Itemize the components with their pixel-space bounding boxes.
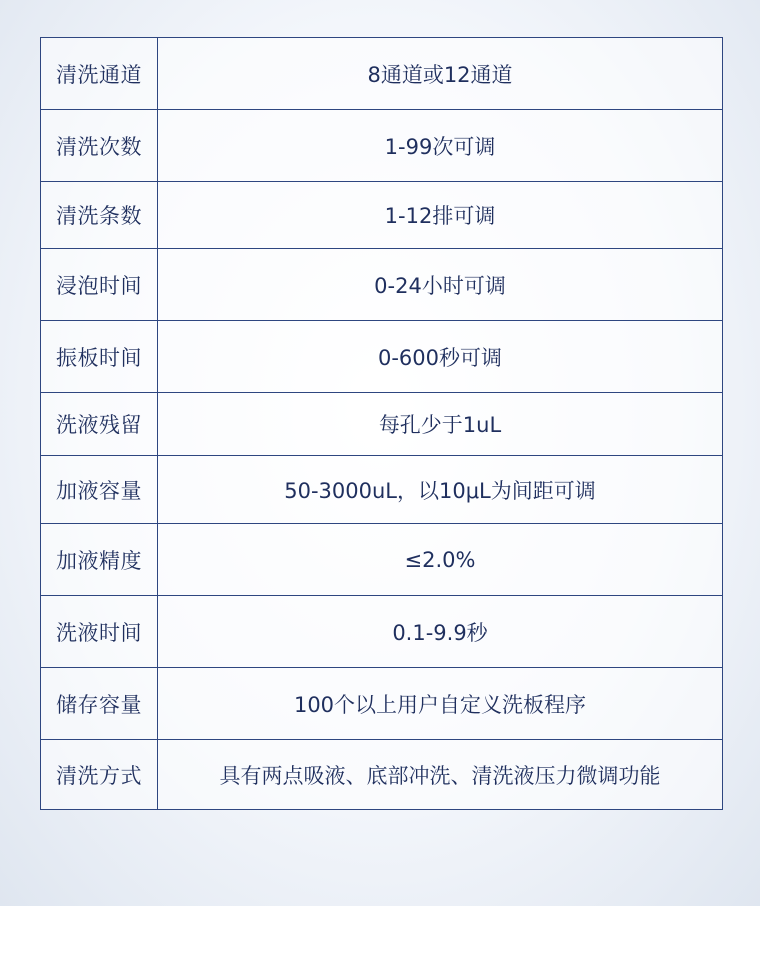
table-row (41, 321, 723, 393)
spec-value: 100个以上用户自定义洗板程序 (158, 668, 723, 740)
spec-label: 加液容量 (41, 456, 158, 524)
table-row (41, 668, 723, 740)
spec-value: 1-12排可调 (158, 182, 723, 249)
spec-label: 清洗通道 (41, 38, 158, 110)
spec-label: 清洗次数 (41, 110, 158, 182)
bottom-blank-area (0, 906, 760, 964)
spec-value: ≤2.0% (158, 524, 723, 596)
table-row (41, 38, 723, 110)
table-row (41, 249, 723, 321)
table-row (41, 596, 723, 668)
spec-table (40, 37, 723, 810)
spec-label: 清洗方式 (41, 740, 158, 810)
spec-value: 0-24小时可调 (158, 249, 723, 321)
spec-value: 8通道或12通道 (158, 38, 723, 110)
spec-value: 1-99次可调 (158, 110, 723, 182)
spec-label: 洗液残留 (41, 393, 158, 456)
spec-label: 清洗条数 (41, 182, 158, 249)
spec-value: 50-3000uL，以10μL为间距可调 (158, 456, 723, 524)
spec-value: 每孔少于1uL (158, 393, 723, 456)
table-row (41, 110, 723, 182)
spec-value: 0-600秒可调 (158, 321, 723, 393)
table-row (41, 740, 723, 810)
table-row (41, 182, 723, 249)
spec-label: 振板时间 (41, 321, 158, 393)
spec-label: 加液精度 (41, 524, 158, 596)
spec-value: 具有两点吸液、底部冲洗、清洗液压力微调功能 (158, 740, 723, 810)
spec-label: 洗液时间 (41, 596, 158, 668)
spec-value: 0.1-9.9秒 (158, 596, 723, 668)
spec-label: 浸泡时间 (41, 249, 158, 321)
table-row (41, 456, 723, 524)
table-row (41, 524, 723, 596)
spec-label: 储存容量 (41, 668, 158, 740)
table-row (41, 393, 723, 456)
